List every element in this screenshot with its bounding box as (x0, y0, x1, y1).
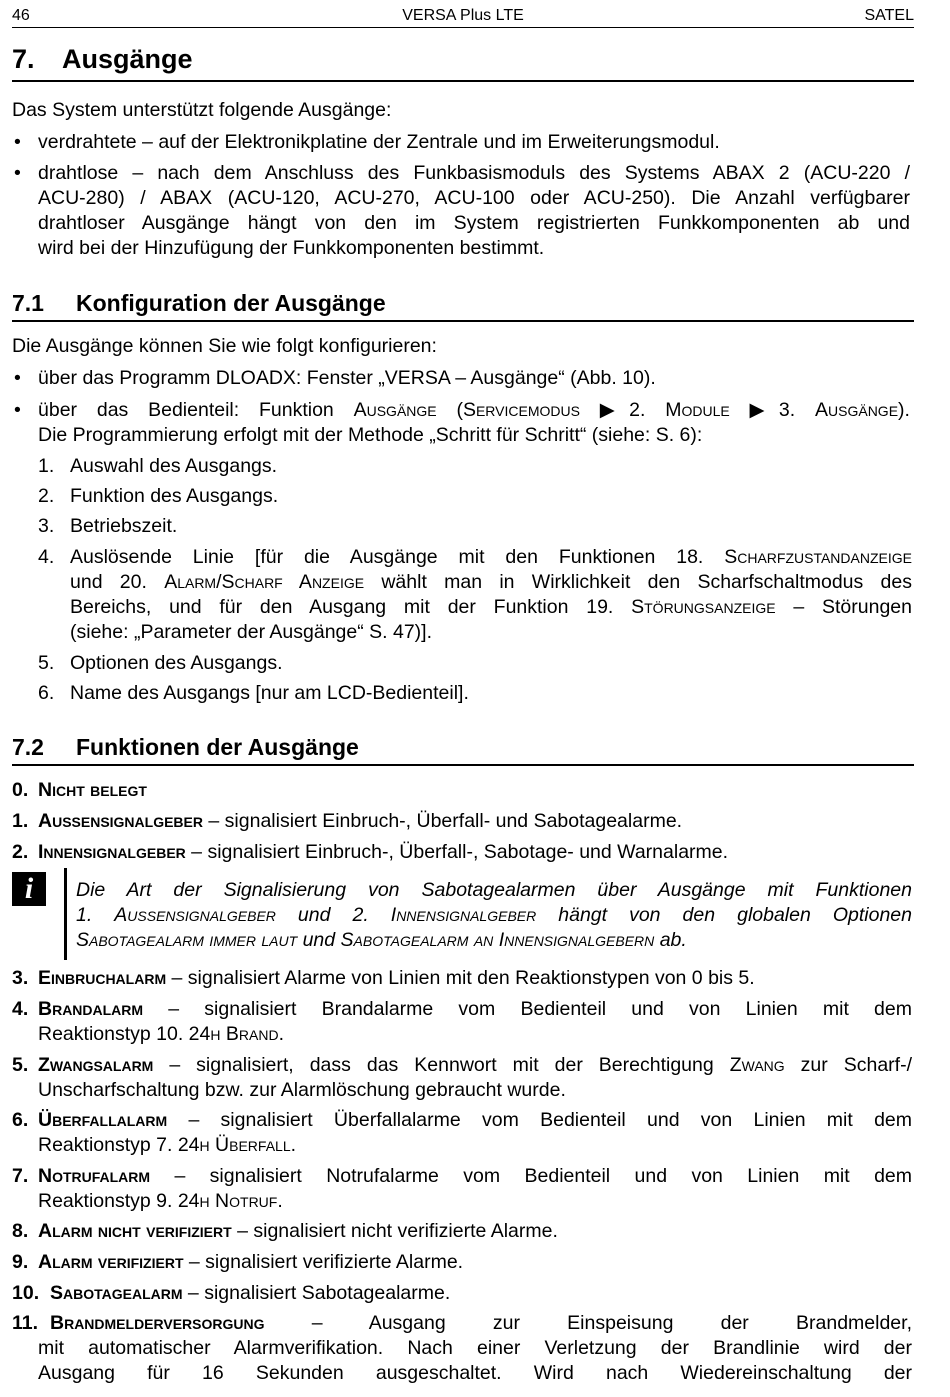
config-intro: Die Ausgänge können Sie wie folgt konfigurieren: (12, 335, 437, 357)
chapter-title: Ausgänge (62, 44, 193, 74)
section-number: 7.2 (12, 734, 44, 760)
chapter-heading (12, 40, 914, 82)
note-divider (64, 868, 67, 960)
bullet-icon: • (14, 399, 21, 421)
section-heading (12, 732, 914, 766)
bullet-text: über das Bedienteil: Funktion Ausgänge (Servicemodus ▶2. Module ▶3. Ausgänge). (38, 399, 910, 421)
section-number: 7.1 (12, 290, 44, 316)
bullet-icon: • (14, 131, 21, 153)
product-name: VERSA Plus LTE (402, 7, 524, 24)
bullet-text: drahtlose – nach dem Anschluss des Funkbasismoduls des Systems ABAX 2 (ACU-220 / (38, 162, 910, 184)
page-header (12, 5, 914, 28)
brand-name: SATEL (864, 7, 914, 24)
bullet-text: Die Programmierung erfolgt mit der Methode „Schritt für Schritt“ (siehe: S. 6): (38, 424, 703, 446)
intro-paragraph: Das System unterstützt folgende Ausgänge: (12, 99, 392, 121)
bullet-text: über das Programm DLOADX: Fenster „VERSA – Ausgänge“ (Abb. 10). (38, 367, 656, 389)
bullet-text: wird bei der Hinzufügung der Funkkomponenten bestimmt. (38, 237, 545, 259)
bullet-text: ACU-280) / ABAX (ACU-120, ACU-270, ACU-100 oder ACU-250). Die Anzahl verfügbarer (38, 187, 910, 209)
bullet-icon: • (14, 367, 21, 389)
section-title: Funktionen der Ausgänge (76, 734, 359, 760)
chapter-number: 7. (12, 44, 35, 74)
bullet-icon: • (14, 162, 21, 184)
section-title: Konfiguration der Ausgänge (76, 290, 386, 316)
note-text: Die Art der Signalisierung von Sabotagealarmen über Ausgänge mit Funktionen 1. Außensignalgeber und 2. Innensignalgeber hängt von den globalen Optionen Sabotagealarm immer laut und Sabotagealarm an Innensignalgebern ab. (76, 879, 912, 951)
info-note (12, 868, 914, 960)
section-heading (12, 288, 914, 322)
page-number: 46 (12, 7, 30, 24)
info-icon: i (12, 872, 46, 906)
bullet-text: verdrahtete – auf der Elektronikplatine der Zentrale und im Erweiterungsmodul. (38, 131, 720, 153)
bullet-text: drahtloser Ausgänge hängt von den im System registrierten Funkkomponenten ab und (38, 212, 910, 234)
